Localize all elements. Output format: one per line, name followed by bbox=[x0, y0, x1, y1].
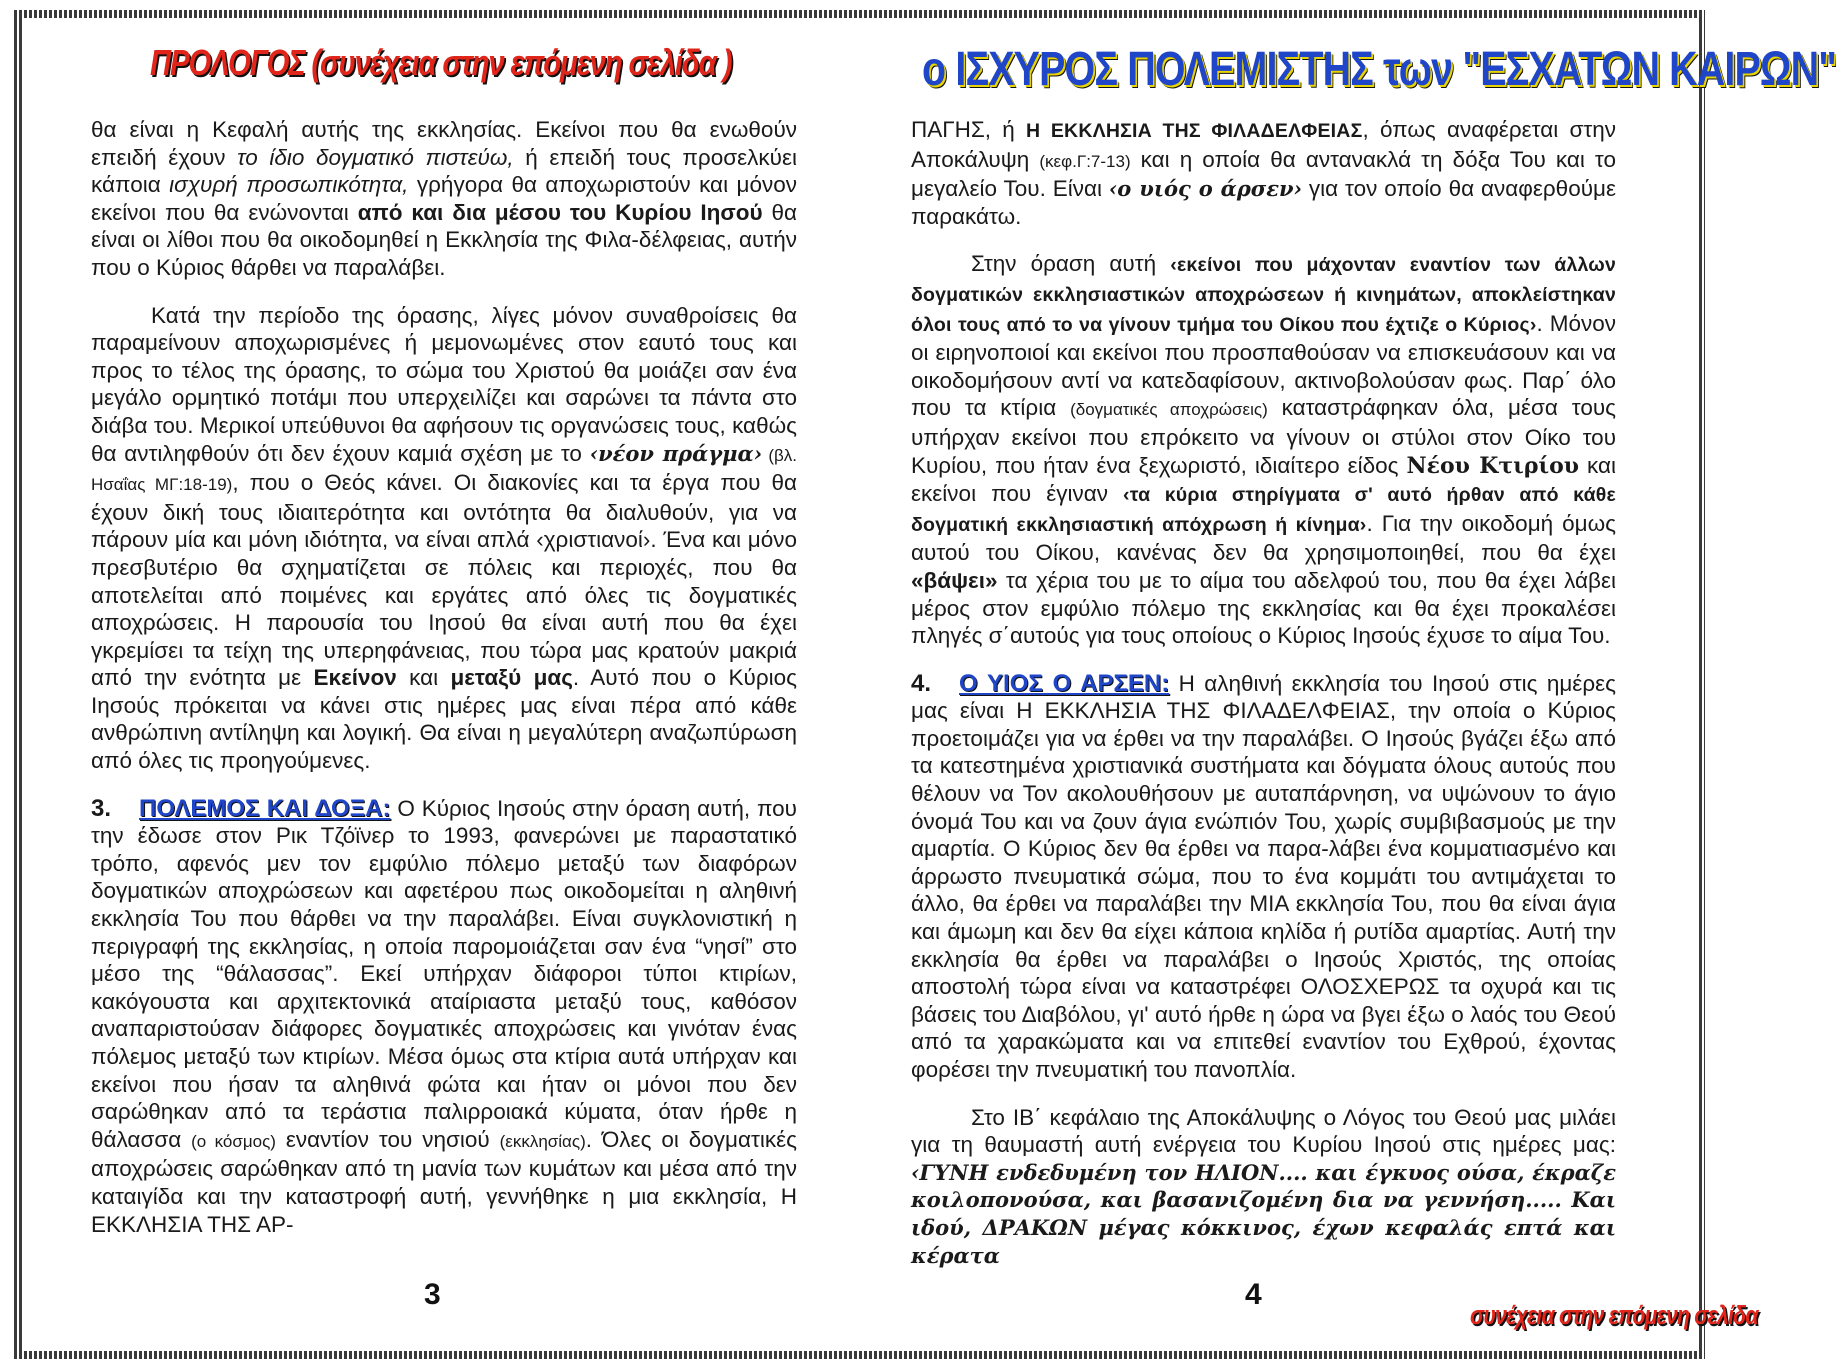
text-run: γρήγορα θα αποχωριστούν και μόνον εκείνοι που θα ενώνονται bbox=[91, 172, 797, 225]
text-run: Στην όραση αυτή bbox=[971, 251, 1171, 277]
text-run: Η αληθινή εκκλησία του Ιησού στις ημέρες μας είναι Η ΕΚΚΛΗΣΙΑ ΤΗΣ ΦΙΛΑΔΕΛΦΕΙΑΣ, την οποία ο Κύριος προετοιμάζει για να έρθει να την παραλάβει. Ο Ιησούς βγάζει έξω από τα κατεστημένα χριστιανικά συστήματα και δόγματα όλους αυτούς που θέλουν να Τον ακολουθήσουν με αυταπάρνηση, να υψώνουν το άγιο όνομά Του και να ζουν άγια ενώπιόν Του, χωρίς συμβιβασμούς με την αμαρτία. Ο Κύριος δεν θα έρθει να παρα-λάβει ένα κομματιασμένο και άρρωστο πνευματικά σώμα, που το ένα κομμάτι του αντιμάχεται το άλλο, θα έρθει να παραλάβει την ΜΙΑ εκκλησία Του, που θα είναι άγια και άμωμη και δεν θα είχει κάποια κηλίδα ή ρυτίδα αμαρτίας. Αυτή την εκκλησία θα έρθει να παραλάβει ο Ιησούς Χριστός, της οποίας αποστολή τώρα είναι να καταστρέφει ΟΛΟΣΧΕΡΩΣ τα οχυρά και τις βάσεις του Διαβόλου, γι' αυτό ήρθε η ώρα να βγει έξω ο λαός του Θεού από τα χαρακώματα και να επιτεθεί εναντίον του Εχθρού, έχοντας φορέσει την πνευματική του πανοπλία. bbox=[911, 670, 1616, 1082]
section-title: Ο ΥΙΟΣ Ο ΑΡΣΕΝ: bbox=[959, 669, 1170, 697]
bold-quote: ‹εκείνοι που μάχονταν εναντίον των άλλων δογματικών εκκλησιαστικών αποχρώσεων ή κινημάτων, αποκλείστηκαν όλοι τους από το να γίνουν τμήμα του Οίκου που έχτιζε ο Κύριος› bbox=[911, 254, 1617, 336]
text-run: καταστράφηκαν όλα, μέσα τους υπήρχαν εκείνοι που επρόκειτο να γίνουν οι στύλοι στον Οίκο του Κυρίου, που ήταν ένα ξεχωριστό, ιδιαίτερο είδος bbox=[911, 395, 1617, 478]
right-paragraph-4 bbox=[911, 1104, 1616, 1270]
bold-text: «βάψει» bbox=[911, 567, 998, 593]
text-run: εναντίον του νησιού bbox=[275, 1126, 500, 1152]
right-page-column bbox=[911, 116, 1616, 1289]
text-run: . Μόνον οι ειρηνοποιοί και εκείνοι που προσπαθούσαν να επισκευάσουν και να οικοδομήσουν αντί να κατεδαφίσουν, ακτινοβολούσαν φως. Παρ΄ όλο που τα κτίρια bbox=[911, 310, 1616, 421]
text-run: ΠΑΓΗΣ, ή bbox=[911, 117, 1026, 142]
right-page-header: ο ΙΣΧΥΡΟΣ ΠΟΛΕΜΙΣΤΗΣ των "ΕΣΧΑΤΩΝ ΚΑΙΡΩΝ" bbox=[922, 43, 1836, 96]
text-run: Ο Κύριος Ιησούς στην όραση αυτή, που την έδωσε στον Ρικ Τζόϊνερ το 1993, φανερώνει με παραστατικό τρόπο, αφενός μεν τον εμφύλιο πόλεμο μεταξύ των διαφόρων δογματικών αποχρώσεων και αφετέρου πως οικοδομείται η αληθινή εκκλησία Του που θάρθει να την παραλάβει. Είναι συγκλονιστική η περιγραφή της εκκλησίας, η οποία παρομοιάζεται σαν ένα “νησί” στο μέσο της “θάλασσας”. Εκεί υπήρχαν διάφοροι τύποι κτιρίων, κακόγουστα και αρχιτεκτονικά αταίριαστα μεταξύ τους, καθόσον αναπαριστούσαν διάφορες δογματικές αποχρώσεις και γινόταν ένας πόλεμος μεταξύ των κτιρίων. Μέσα όμως στα κτίρια αυτά υπήρχαν και εκείνοι που ήσαν τα αληθινά φώτα και ήταν οι μόνοι που δεν σαρώθηκαν από τα τεράστια παλιρροιακά κύματα, όταν ήρθε η θάλασσα bbox=[91, 795, 797, 1152]
text-run: , όπως αναφέρεται στην Αποκάλυψη bbox=[911, 117, 1616, 172]
text-run: . Αυτό που ο Κύριος Ιησούς πρόκειται να κάνει στις ημέρες μας είναι πέρα από κάθε ανθρώπινη αντίληψη και λογική. Θα είναι η μεγαλύτερη αναζωπύρωση από όλες τις προηγούμενες. bbox=[91, 665, 798, 774]
bold-text: Εκείνον bbox=[313, 665, 397, 691]
page-number-left: 3 bbox=[424, 1278, 441, 1311]
italic-text: το ίδιο δογματικό πιστεύω, bbox=[237, 144, 514, 170]
right-section-4 bbox=[911, 670, 1616, 1084]
parenthetical: (ο κόσμος) bbox=[191, 1131, 276, 1151]
text-run: τα χέρια του με το αίμα του αδελφού του, που θα έχει λάβει μέρος στον εμφύλιο πόλεμο της εκκλησίας και θα έχει προκαλέσει πληγές σ΄αυτούς για τους οποίους ο Κύριος Ιησούς έχυσε το αίμα Του. bbox=[911, 567, 1616, 649]
section-number: 3. bbox=[91, 794, 112, 822]
text-run: και η οποία θα αντανακλά τη δόξα Του και το μεγαλείο Του. Είναι bbox=[911, 146, 1617, 202]
quoted-phrase: ‹νέον πράγμα› bbox=[589, 440, 763, 466]
scripture-reference: (βλ. Ησαΐας ΜΓ:18-19) bbox=[91, 445, 797, 495]
scripture-reference: (κεφ.Γ:7-13) bbox=[1039, 151, 1131, 171]
text-run: και εκείνοι που έγιναν bbox=[911, 452, 1616, 507]
right-paragraph-1 bbox=[911, 116, 1616, 230]
text-run: . Όλες οι δογματικές αποχρώσεις σαρώθηκαν από τη μανία των κυμάτων και μέσα από την καταιγίδα και την καταστροφή αυτή, γεννήθηκε η μια εκκλησία, Η ΕΚΚΛΗΣΙΑ ΤΗΣ ΑΡ- bbox=[91, 1126, 797, 1237]
parenthetical: (δογματικές αποχρώσεις) bbox=[1070, 400, 1268, 420]
section-number: 4. bbox=[911, 669, 932, 697]
right-paragraph-2 bbox=[911, 250, 1616, 649]
text-run: και bbox=[396, 665, 451, 691]
italic-text: ισχυρή προσωπικότητα, bbox=[169, 172, 409, 198]
quoted-phrase: ‹ο υιός ο άρσεν› bbox=[1108, 176, 1303, 202]
left-paragraph-1 bbox=[91, 116, 797, 282]
text-run: για τον οποίο θα αναφερθούμε παρακάτω. bbox=[911, 176, 1617, 229]
text-run: ή επειδή τους προσελκύει κάποια bbox=[91, 144, 797, 198]
left-paragraph-2 bbox=[91, 302, 797, 775]
left-page-column bbox=[91, 116, 797, 1258]
text-run: , που ο Θεός κάνει. Οι διακονίες και τα έργα που θα έχουν δική τους ιδιαιτερότητα και οντότητα θα διαλυθούν, για να πάρουν μία και μόνη ιδιότητα, να είναι απλά ‹χριστιανοί›. Ένα και μόνο πρεσβυτέριο θα σχηματίζεται σε πόλεις και περιοχές, που θα αποτελείται από ποιμένες και εργάτες από όλες τις δογματικές αποχρώσεις. Η παρουσία του Ιησού θα είναι αυτή που θα έχει γκρεμίσει τα τείχη της υπερηφάνειας, που τώρα μας κρατούν μακριά από την ενότητα με bbox=[91, 470, 797, 691]
section-title: ΠΟΛΕΜΟΣ ΚΑΙ ΔΟΞΑ: bbox=[139, 794, 391, 822]
bold-quote: ‹τα κύρια στηρίγματα σ' αυτό ήρθαν από κάθε δογματική εκκλησιαστική απόχρωση ή κίνημα› bbox=[911, 484, 1616, 536]
text-run: θα είναι η Κεφαλή αυτής της εκκλησίας. Εκείνοι που θα ενωθούν επειδή έχουν bbox=[91, 117, 797, 170]
continuation-note: συνέχεια στην επόμενη σελίδα bbox=[1470, 1300, 1758, 1330]
parenthetical: (εκκλησίας) bbox=[499, 1131, 586, 1151]
bold-text: από και δια μέσου του Κυρίου Ιησού bbox=[357, 199, 763, 225]
left-page-header: ΠΡΟΛΟΓΟΣ (συνέχεια στην επόμενη σελίδα ) bbox=[150, 42, 732, 83]
left-section-3 bbox=[91, 795, 797, 1239]
bold-text: Η ΕΚΚΛΗΣΙΑ ΤΗΣ ΦΙΛΑΔΕΛΦΕΙΑΣ bbox=[1025, 120, 1363, 142]
bold-text: Νέου Κτιρίου bbox=[1406, 452, 1580, 479]
text-run: Στο ΙΒ΄ κεφάλαιο της Αποκάλυψης ο Λόγος του Θεού μας μιλάει για τη θαυμαστή αυτή ενέργεια του Κυρίου Ιησού στις ημέρες μας: bbox=[911, 1104, 1616, 1158]
text-run: . Για την οικοδομή όμως αυτού του Οίκου, κανένας δεν θα χρησιμοποιηθεί, που θα έχει bbox=[911, 510, 1617, 566]
scripture-quote: ‹ΓΥΝΗ ενδεδυμένη τον ΗΛΙΟΝ.... και έγκυος ούσα, έκραζε κοιλοπονούσα, και βασανιζομένη δια να γεννήση..... Και ιδού, ΔΡΑΚΩΝ μέγας κόκκινος, έχων κεφαλάς επτά και κέρατα bbox=[911, 1159, 1616, 1268]
text-run: θα είναι οι λίθοι που θα οικοδομηθεί η Εκκλησία της Φιλα-δέλφειας, αυτήν που ο Κύριος θάρθει να παραλάβει. bbox=[91, 199, 798, 280]
page-number-right: 4 bbox=[1245, 1278, 1262, 1311]
text-run: Κατά την περίοδο της όρασης, λίγες μόνον συναθροίσεις θα παραμείνουν αποχωρισμένες ή μεμονωμένες στον εαυτό τους και προς το τέλος της όρασης, το σώμα του Χριστού θα μοιάζει σαν ένα μεγάλο ορμητικό ποτάμι που υπερχειλίζει και σαρώνει τα πάντα στο διάβα του. Μερικοί υπεύθυνοι θα αφήσουν τις οργανώσεις τους, καθώς θα αντιληφθούν ότι δεν έχουν καμιά σχέση με το bbox=[91, 302, 797, 466]
bold-text: μεταξύ μας bbox=[450, 665, 573, 691]
